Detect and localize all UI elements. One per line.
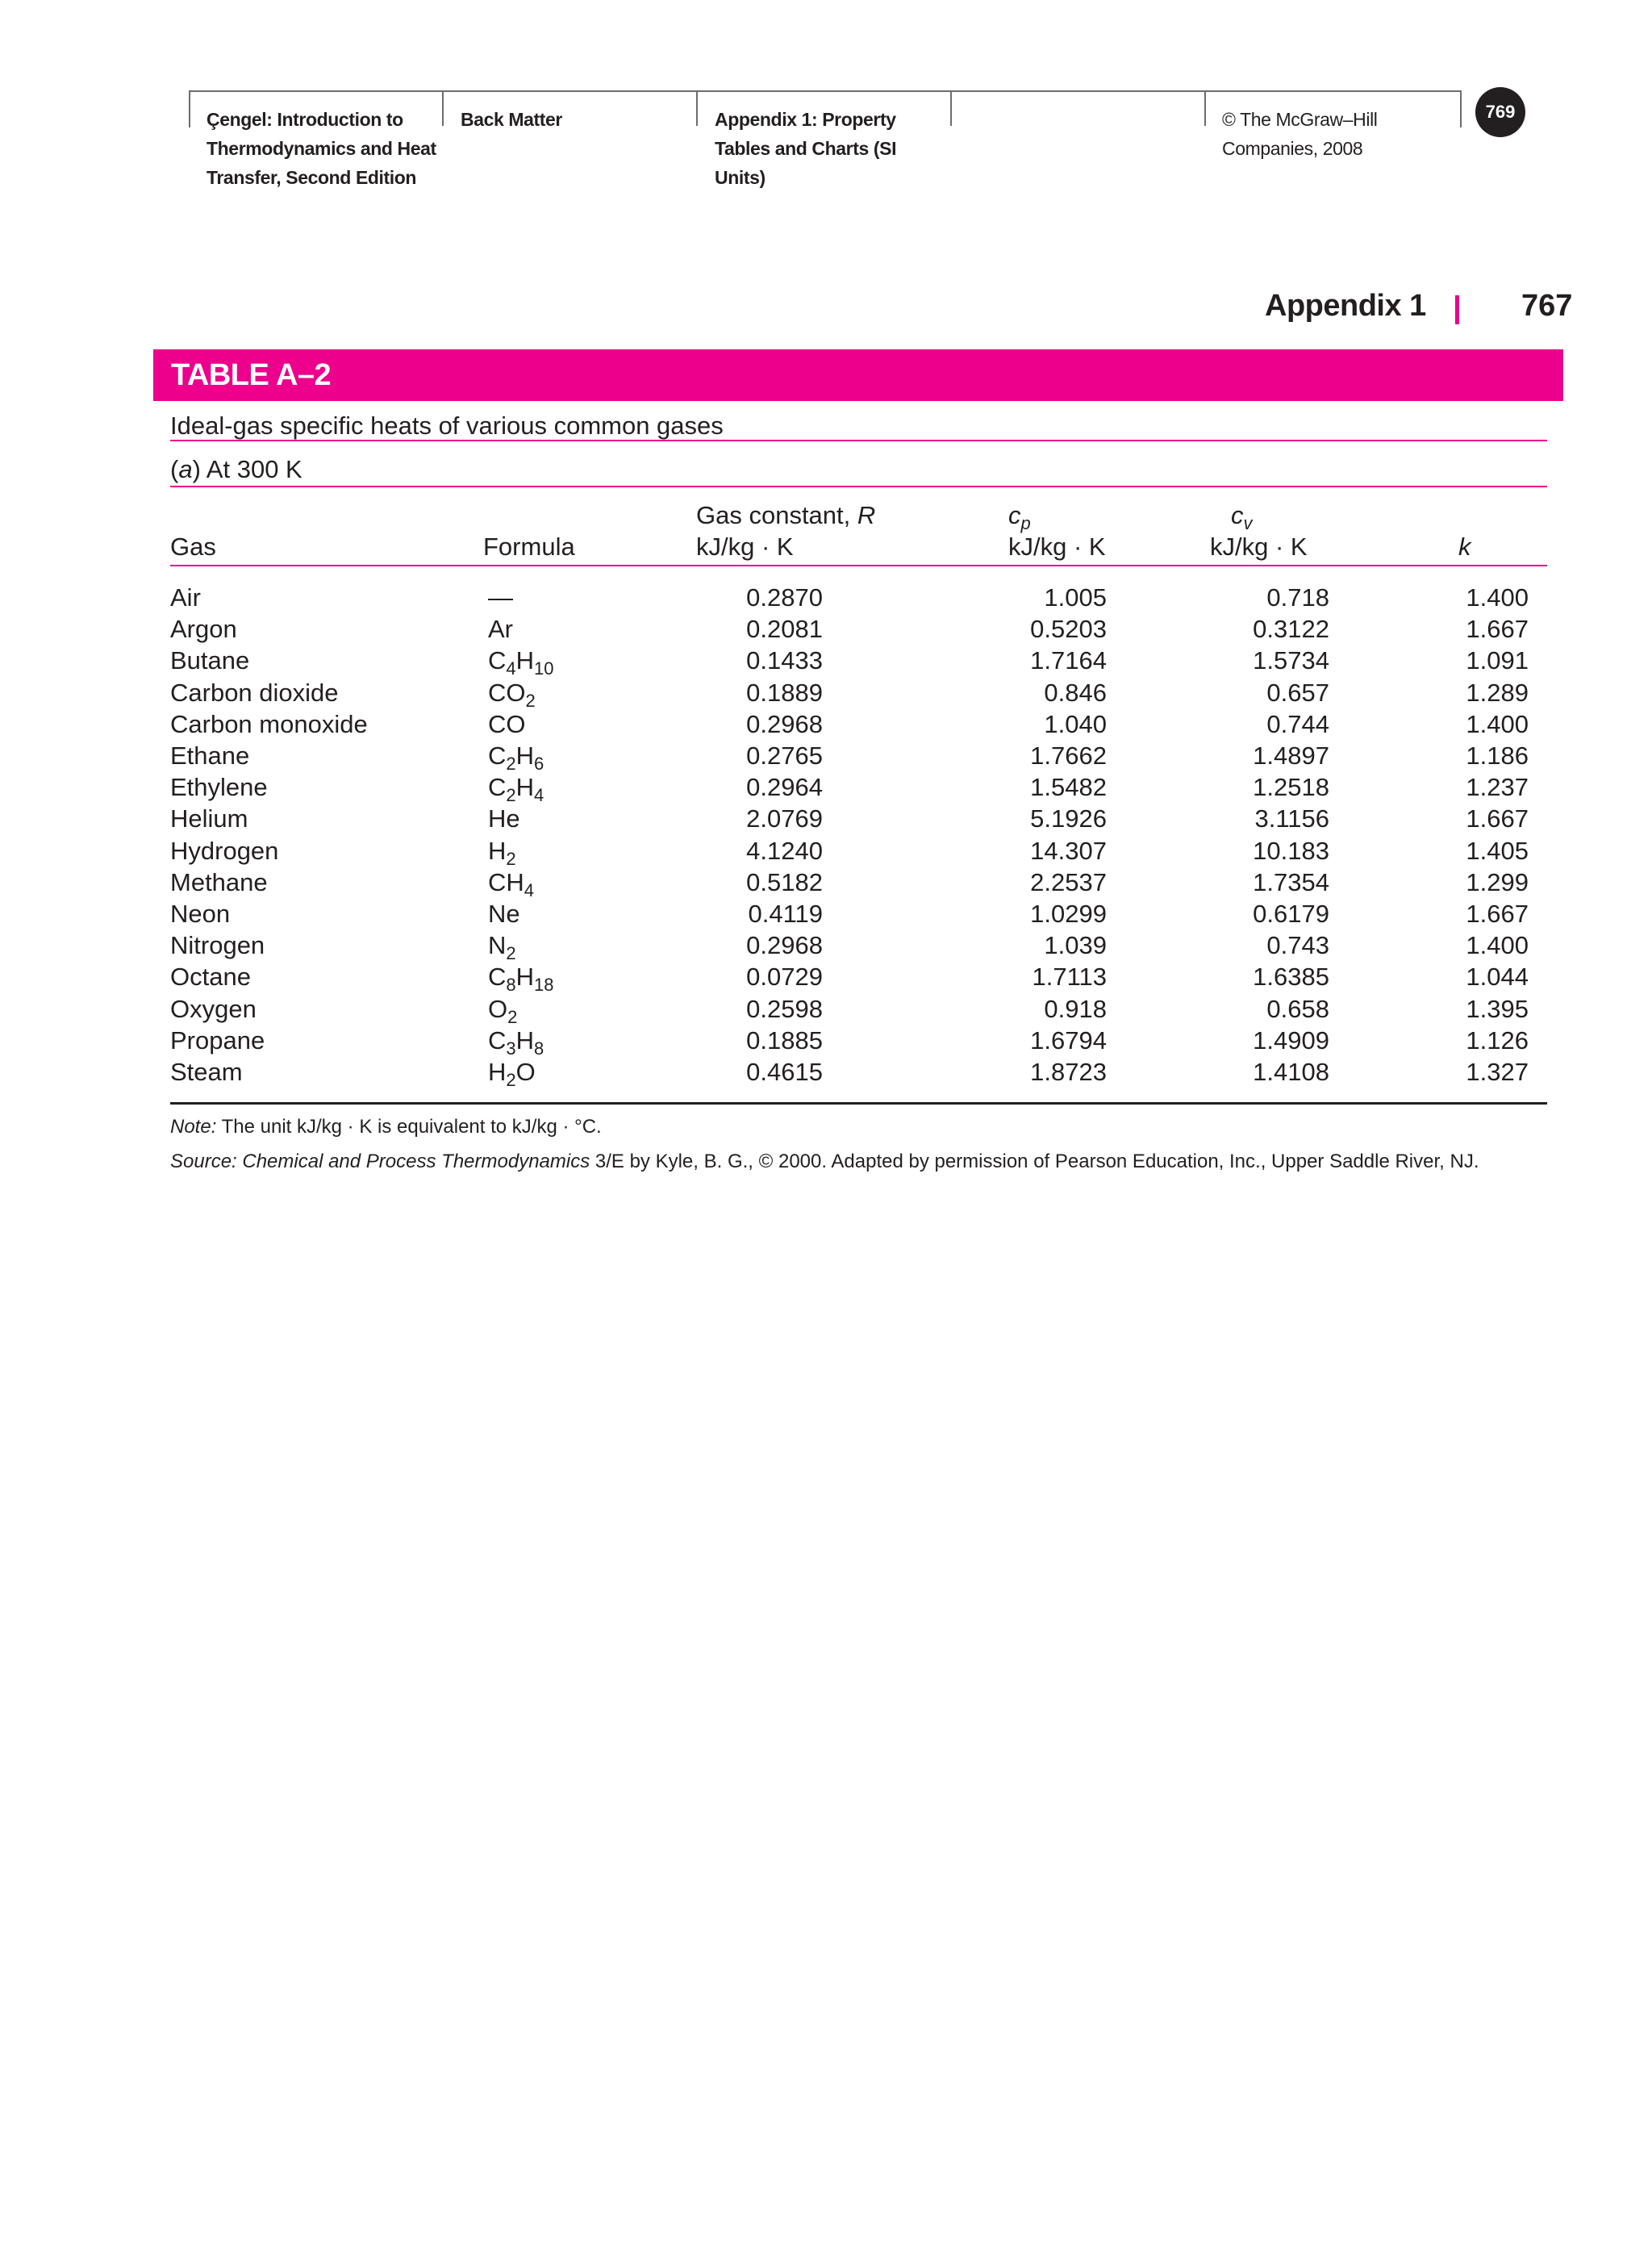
k-value: 1.400 <box>1466 710 1529 738</box>
gas-constant-value: 0.2765 <box>746 741 823 770</box>
formula-element: C <box>488 646 507 675</box>
column-header-r-unit: kJ/kg · K <box>696 533 794 561</box>
subcaption-rule <box>170 486 1547 487</box>
gas-name: Oxygen <box>170 995 257 1023</box>
cv-value: 1.4108 <box>1253 1058 1329 1086</box>
gas-constant-value: 0.2598 <box>746 995 823 1023</box>
table-row <box>0 867 1652 898</box>
cp-value: 1.005 <box>1044 583 1107 612</box>
column-header-gas: Gas <box>170 533 216 561</box>
subcaption-label: a <box>178 455 193 483</box>
source-label: Source: Chemical and Process Thermodynamics <box>170 1151 590 1172</box>
column-header-formula: Formula <box>483 533 575 561</box>
formula-element: Ar <box>488 615 513 643</box>
cv-value: 0.658 <box>1266 995 1329 1023</box>
gas-formula <box>488 1025 544 1059</box>
cp-value: 2.2537 <box>1030 868 1107 896</box>
table-row <box>0 929 1652 961</box>
cv-value: 1.7354 <box>1253 868 1329 896</box>
gas-name: Methane <box>170 868 268 896</box>
running-header-part: Back Matter <box>461 109 562 130</box>
cp-value: 1.7662 <box>1030 741 1107 770</box>
gas-name: Propane <box>170 1026 265 1055</box>
k-value: 1.667 <box>1466 615 1529 643</box>
cv-value: 10.183 <box>1253 837 1329 865</box>
gas-constant-value: 4.1240 <box>746 837 823 865</box>
formula-subscript: 2 <box>506 785 516 805</box>
table-row <box>0 645 1652 679</box>
table-note <box>170 1113 602 1141</box>
gas-name: Argon <box>170 615 237 643</box>
gas-formula <box>488 582 513 613</box>
k-value: 1.395 <box>1466 995 1529 1023</box>
formula-subscript: 4 <box>524 880 535 900</box>
gas-formula <box>488 803 520 834</box>
cp-value: 14.307 <box>1030 837 1107 865</box>
gas-constant-value: 0.5182 <box>746 868 823 896</box>
k-value: 1.289 <box>1466 679 1529 707</box>
gas-formula <box>488 898 520 929</box>
running-header-divider <box>1204 90 1206 126</box>
header-separator-bar <box>1455 295 1459 324</box>
cp-value: 0.5203 <box>1030 615 1107 643</box>
gas-constant-value: 0.2964 <box>746 773 823 801</box>
table-title-band <box>153 349 1563 401</box>
cp-value: 1.040 <box>1044 710 1107 738</box>
table-row <box>0 582 1652 613</box>
cp-value: 1.7164 <box>1030 646 1107 675</box>
gas-formula <box>488 771 544 803</box>
cv-value: 3.1156 <box>1254 804 1329 833</box>
formula-element: H <box>515 646 535 675</box>
cp-value: 1.8723 <box>1030 1058 1107 1086</box>
table-row <box>0 677 1652 711</box>
cv-value: 1.4897 <box>1253 741 1329 770</box>
formula-subscript: 8 <box>506 975 516 995</box>
gas-constant-value: 0.1433 <box>746 646 823 675</box>
formula-element: H <box>515 963 535 991</box>
gas-name: Steam <box>170 1058 243 1086</box>
gas-formula <box>488 867 534 898</box>
gas-formula <box>488 740 544 774</box>
gas-constant-value: 2.0769 <box>746 804 823 833</box>
gas-name: Ethylene <box>170 773 268 801</box>
cp-value: 1.7113 <box>1032 963 1107 991</box>
gas-name: Octane <box>170 963 251 991</box>
gas-name: Neon <box>170 900 231 928</box>
k-symbol: k <box>1458 533 1471 561</box>
table-title: TABLE A–2 <box>171 358 332 392</box>
gas-constant-value: 0.2968 <box>746 710 823 738</box>
gas-constant-value: 0.4119 <box>748 900 823 928</box>
formula-subscript: 3 <box>506 1038 516 1059</box>
table-bottom-rule <box>170 1102 1547 1105</box>
formula-subscript: 2 <box>506 1070 516 1090</box>
table-row <box>0 835 1652 867</box>
header-rule <box>170 565 1547 566</box>
formula-subscript: 4 <box>534 785 544 805</box>
formula-element: C <box>488 963 507 991</box>
table-caption: Ideal-gas specific heats of various common gases <box>170 411 724 440</box>
gas-formula <box>488 677 536 711</box>
cp-value: 0.918 <box>1044 995 1107 1023</box>
gas-formula <box>488 613 513 645</box>
cv-subscript: v <box>1243 513 1253 534</box>
formula-subscript: 6 <box>534 754 544 774</box>
cp-value: 1.5482 <box>1030 773 1107 801</box>
formula-subscript: 2 <box>506 754 516 774</box>
cv-value: 0.657 <box>1266 679 1329 707</box>
cv-value: 0.744 <box>1266 710 1329 738</box>
k-value: 1.044 <box>1466 963 1529 991</box>
column-header-k <box>1458 531 1471 563</box>
table-source <box>170 1148 1479 1176</box>
cv-symbol: c <box>1231 501 1244 529</box>
page-number: 767 <box>1521 289 1573 323</box>
formula-element: He <box>488 804 520 833</box>
k-value: 1.299 <box>1466 868 1529 896</box>
gas-name: Nitrogen <box>170 931 265 959</box>
k-value: 1.400 <box>1466 583 1529 612</box>
section-title: Appendix 1 <box>1265 289 1426 323</box>
formula-subscript: 2 <box>506 849 516 869</box>
formula-element: H <box>515 773 535 801</box>
running-header-book-title: Çengel: Introduction to Thermodynamics and Heat Transfer, Second Edition <box>206 109 436 188</box>
gas-formula <box>488 929 516 961</box>
formula-element: C <box>488 741 507 770</box>
source-text: 3/E by Kyle, B. G., © 2000. Adapted by permission of Pearson Education, Inc., Upper Saddle River, NJ. <box>590 1151 1479 1172</box>
formula-element: — <box>488 583 513 612</box>
cp-value: 1.6794 <box>1030 1026 1107 1055</box>
k-value: 1.400 <box>1466 931 1529 959</box>
k-value: 1.667 <box>1466 804 1529 833</box>
running-header-divider <box>950 90 952 126</box>
formula-element: H <box>515 1026 535 1055</box>
gas-name: Carbon monoxide <box>170 710 368 738</box>
formula-subscript: 18 <box>534 975 554 995</box>
gas-formula <box>488 961 554 995</box>
k-value: 1.091 <box>1466 646 1529 675</box>
cv-value: 0.6179 <box>1253 900 1329 928</box>
gas-constant-value: 0.4615 <box>746 1058 823 1086</box>
cp-value: 5.1926 <box>1030 804 1107 833</box>
gas-formula <box>488 645 554 679</box>
gas-constant-value: 0.2968 <box>746 931 823 959</box>
gas-name: Ethane <box>170 741 250 770</box>
page-number-badge: 769 <box>1475 87 1525 137</box>
table-subcaption: (a) At 300 K <box>170 455 302 483</box>
formula-element: H <box>488 837 507 865</box>
gas-constant-value: 0.2870 <box>746 583 823 612</box>
column-header-cv-unit: kJ/kg · K <box>1210 533 1308 561</box>
gas-constant-label: Gas constant, <box>696 501 857 529</box>
k-value: 1.126 <box>1466 1026 1529 1055</box>
formula-subscript: 4 <box>506 658 516 679</box>
gas-name: Hydrogen <box>170 837 279 865</box>
gas-name: Carbon dioxide <box>170 679 339 707</box>
table-row <box>0 961 1652 995</box>
table-row <box>0 613 1652 645</box>
table-row <box>0 993 1652 1025</box>
formula-subscript: 2 <box>506 943 516 963</box>
formula-element: CO <box>488 679 526 707</box>
formula-element: C <box>488 773 507 801</box>
gas-formula <box>488 708 526 740</box>
running-header-chapter: Appendix 1: Property Tables and Charts (SI Units) <box>715 109 897 188</box>
cv-value: 1.6385 <box>1253 963 1329 991</box>
cv-value: 1.4909 <box>1253 1026 1329 1055</box>
cv-value: 1.5734 <box>1253 646 1329 675</box>
formula-element: H <box>488 1058 507 1086</box>
running-header-copyright: © The McGraw–Hill Companies, 2008 <box>1222 109 1378 159</box>
running-header-divider <box>442 90 444 126</box>
gas-formula <box>488 993 517 1025</box>
table-row <box>0 898 1652 929</box>
cv-value: 0.718 <box>1266 583 1329 612</box>
table-row <box>0 708 1652 740</box>
formula-element: CO <box>488 710 526 738</box>
table-row <box>0 803 1652 834</box>
formula-subscript: 10 <box>534 658 554 679</box>
gas-name: Butane <box>170 646 250 675</box>
k-value: 1.405 <box>1466 837 1529 865</box>
table-row <box>0 1056 1652 1088</box>
gas-name: Helium <box>170 804 248 833</box>
gas-constant-value: 0.0729 <box>746 963 823 991</box>
formula-element: CH <box>488 868 524 896</box>
table-row <box>0 771 1652 803</box>
table-row <box>0 1025 1652 1059</box>
k-value: 1.667 <box>1466 900 1529 928</box>
cp-value: 1.039 <box>1044 931 1107 959</box>
table-row <box>0 740 1652 774</box>
formula-subscript: 2 <box>525 691 536 711</box>
cv-value: 1.2518 <box>1253 773 1329 801</box>
gas-formula <box>488 835 516 867</box>
formula-element: H <box>515 741 535 770</box>
cv-value: 0.3122 <box>1253 615 1329 643</box>
cp-subscript: p <box>1020 513 1031 534</box>
subcaption-text: At 300 K <box>200 455 302 483</box>
cp-value: 0.846 <box>1044 679 1107 707</box>
caption-rule <box>170 440 1547 441</box>
cp-value: 1.0299 <box>1030 900 1107 928</box>
formula-element: N <box>488 931 507 959</box>
gas-constant-value: 0.1889 <box>746 679 823 707</box>
formula-element: O <box>515 1058 536 1086</box>
note-label: Note: <box>170 1116 217 1138</box>
gas-constant-value: 0.1885 <box>746 1026 823 1055</box>
k-value: 1.186 <box>1466 741 1529 770</box>
k-value: 1.237 <box>1466 773 1529 801</box>
formula-element: Ne <box>488 900 520 928</box>
formula-element: O <box>488 995 508 1023</box>
formula-element: C <box>488 1026 507 1055</box>
cp-symbol: c <box>1008 501 1021 529</box>
gas-formula <box>488 1056 536 1088</box>
gas-constant-value: 0.2081 <box>746 615 823 643</box>
running-header-divider <box>696 90 698 126</box>
column-header-gas-constant <box>696 499 875 532</box>
cv-value: 0.743 <box>1266 931 1329 959</box>
gas-name: Air <box>170 583 201 612</box>
gas-constant-symbol: R <box>857 501 876 529</box>
formula-subscript: 8 <box>534 1038 544 1059</box>
note-text: The unit kJ/kg · K is equivalent to kJ/kg · °C. <box>216 1116 602 1138</box>
formula-subscript: 2 <box>507 1007 518 1027</box>
column-header-cp-unit: kJ/kg · K <box>1008 533 1106 561</box>
k-value: 1.327 <box>1466 1058 1529 1086</box>
